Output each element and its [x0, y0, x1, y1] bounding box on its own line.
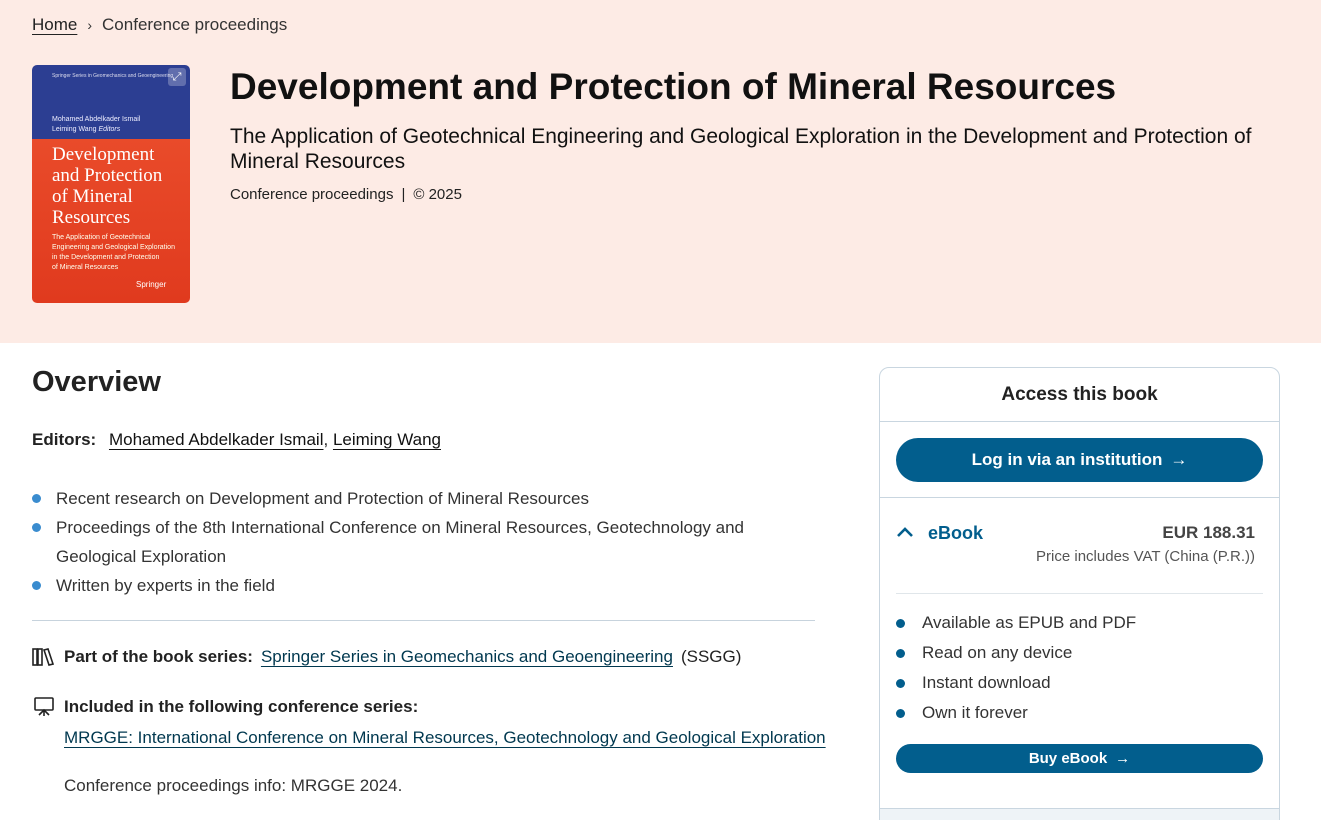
meta-separator: |: [401, 186, 406, 203]
conference-info: Conference proceedings info: MRGGE 2024.: [64, 776, 403, 795]
login-section: [880, 422, 1279, 498]
cover-title: Development and Protection of Mineral Resources: [52, 144, 163, 228]
editors-line: Editors: Mohamed Abdelkader Ismail, Leiming Wang: [32, 430, 441, 449]
book-type: Conference proceedings: [230, 186, 394, 203]
conference-link-wrap: [64, 728, 826, 748]
ebook-price: EUR 188.31: [1162, 523, 1255, 542]
buy-ebook-button[interactable]: Buy eBook →: [896, 744, 1263, 773]
presentation-icon: [32, 696, 56, 718]
series-abbr: (SSGG): [680, 647, 742, 666]
series-label: Part of the book series:: [64, 647, 253, 666]
overview-heading: Overview: [32, 366, 161, 398]
institution-login-button[interactable]: Log in via an institution →: [896, 438, 1263, 482]
list-item: Own it forever: [896, 698, 1136, 728]
ebook-label: eBook: [928, 523, 984, 543]
book-copyright: © 2025: [413, 186, 462, 203]
divider: [32, 620, 815, 621]
book-series-row: [32, 646, 741, 668]
hero-banner: [0, 0, 1321, 343]
chevron-up-icon: [896, 525, 914, 543]
overview-bullets: [32, 484, 792, 600]
conference-series-row: [32, 696, 418, 718]
conference-link[interactable]: MRGGE: International Conference on Mineral Resources, Geotechnology and Geological Exploration: [64, 728, 826, 747]
vat-note: Price includes VAT (China (P.R.)): [1036, 548, 1255, 565]
cover-publisher: Springer: [136, 280, 167, 289]
cover-editors: Mohamed Abdelkader Ismail Leiming Wang Editors: [52, 116, 141, 133]
book-cover[interactable]: [32, 65, 190, 303]
book-title: Development and Protection of Mineral Resources: [230, 66, 1117, 107]
breadcrumb-current: Conference proceedings: [102, 15, 288, 34]
cover-subtitle: The Application of Geotechnical Engineering and Geological Exploration in the Development and Protection of Mineral Resources: [52, 234, 175, 271]
ebook-features: [896, 608, 1136, 728]
access-heading: Access this book: [880, 368, 1279, 422]
list-item: Read on any device: [896, 638, 1136, 668]
editor-link-wang[interactable]: Leiming Wang: [332, 430, 441, 449]
expand-icon[interactable]: ⤢: [168, 68, 186, 86]
panel-footer: [880, 808, 1280, 820]
series-link[interactable]: Springer Series in Geomechanics and Geoengineering: [260, 647, 673, 666]
list-item: Recent research on Development and Protection of Mineral Resources: [32, 484, 792, 513]
access-panel: [879, 367, 1280, 820]
divider: [896, 593, 1263, 594]
ebook-toggle[interactable]: [896, 523, 983, 544]
editors-label: Editors:: [32, 430, 97, 449]
chevron-right-icon: ›: [87, 17, 93, 33]
book-subtitle: The Application of Geotechnical Engineering and Geological Exploration in the Development and Protection of Mineral Resources: [230, 125, 1252, 173]
arrow-right-icon: →: [1115, 750, 1131, 767]
books-icon: [32, 646, 56, 668]
editor-link-ismail[interactable]: Mohamed Abdelkader Ismail: [108, 430, 324, 449]
cover-series: Springer Series in Geomechanics and Geoengineering: [52, 73, 174, 79]
book-meta: [230, 186, 462, 203]
breadcrumb: [32, 15, 287, 35]
list-item: Written by experts in the field: [32, 571, 792, 600]
conference-label: Included in the following conference series:: [64, 697, 419, 716]
breadcrumb-home[interactable]: Home: [32, 15, 78, 34]
list-item: Available as EPUB and PDF: [896, 608, 1136, 638]
list-item: Instant download: [896, 668, 1136, 698]
list-item: Proceedings of the 8th International Conference on Mineral Resources, Geotechnology and Geological Exploration: [32, 513, 792, 571]
arrow-right-icon: →: [1170, 450, 1188, 469]
